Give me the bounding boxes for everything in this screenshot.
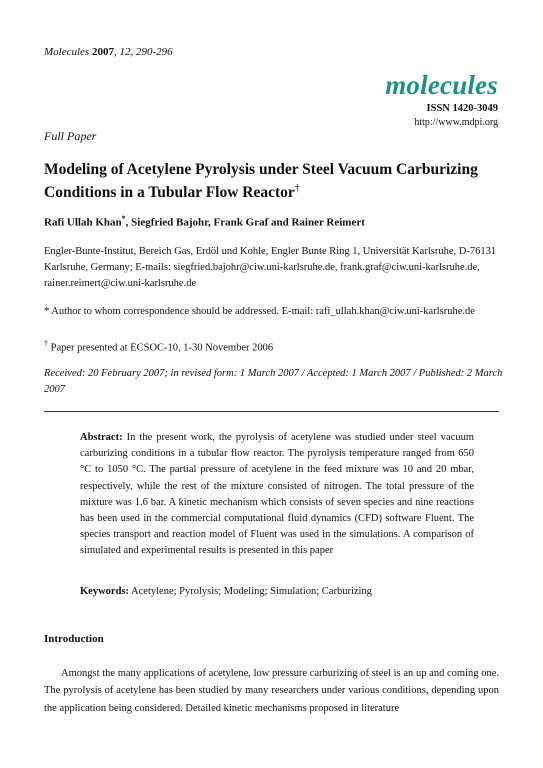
author-others: , Siegfried Bajohr, Frank Graf and Rainer Reimert: [125, 216, 365, 229]
presented-mark: †: [44, 339, 48, 348]
keywords-label: Keywords:: [80, 586, 129, 597]
author-corresponding-mark: *: [121, 214, 126, 223]
abstract-text: In the present work, the pyrolysis of acetylene was studied under steel vacuum carburizing conditions in a tubular flow reactor. The pyrolysis temperature ranged from 650 °C to 1050 °C. The partial pressure of acetylene in the feed mixture was 10 and 20 mbar, respectively, while the rest of the mixture consisted of nitrogen. The total pressure of the mixture was 1.6 bar. A kinetic mechanism which consists of seven species and nine reactions has been used in the commercial computational fluid dynamics (CFD) software Fluent. The species transport and reaction model of Fluent was used in the simulations. A comparison of simulated and experimental results is presented in this paper: [80, 432, 474, 557]
citation-year: 2007: [91, 46, 114, 58]
paper-title-text: Modeling of Acetylene Pyrolysis under Steel Vacuum Carburizing Conditions in a Tubular Flow Reactor: [44, 161, 478, 202]
authors: [44, 214, 365, 229]
presented-note: [44, 336, 273, 357]
journal-logo: molecules: [385, 70, 498, 100]
section-heading-introduction: Introduction: [44, 633, 104, 645]
journal-name: Molecules: [44, 46, 90, 58]
abstract: [80, 430, 474, 560]
presented-text: Paper presented at ECSOC-10, 1-30 November 2006: [48, 342, 274, 354]
paper-title-mark: †: [294, 183, 300, 194]
issn: ISSN 1420-3049: [426, 103, 498, 114]
journal-url[interactable]: http://www.mdpi.org: [414, 117, 498, 128]
citation-line: [44, 46, 173, 58]
author-corresponding: Rafi Ullah Khan: [44, 216, 122, 229]
abstract-label: Abstract:: [80, 432, 123, 443]
paper-type: Full Paper: [44, 129, 97, 143]
keywords: [80, 586, 474, 597]
affiliation: Engler-Bunte-Institut, Bereich Gas, Erdöl und Kohle, Engler Bunte Ring 1, Universität Karlsruhe, D-76131 Karlsruhe, Germany; E-mails: siegfried.bajohr@ciw.uni-karlsruhe.de, frank.graf@ciw.uni-karlsruhe.de, rainer.reimert@ciw.uni-karlsruhe.de: [44, 246, 497, 289]
keywords-text: Acetylene; Pyrolysis; Modeling; Simulation; Carburizing: [129, 586, 372, 597]
introduction-paragraph: Amongst the many applications of acetylene, low pressure carburizing of steel is an up and coming one. The pyrolysis of acetylene has been studied by many researchers under various conditions, depending upon the application being considered. Detailed kinetic mechanisms proposed in literature: [44, 668, 499, 714]
correspondence-note: * Author to whom correspondence should be addressed. E-mail: rafi_ullah.khan@ciw.uni-karlsruhe.de: [44, 306, 475, 317]
citation-volume-pages: , 12, 290-296: [113, 46, 173, 58]
publication-dates: Received: 20 February 2007; in revised form: 1 March 2007 / Accepted: 1 March 2007 / Published: 2 March 2007: [44, 368, 503, 395]
divider: [44, 411, 499, 412]
paper-title: [44, 160, 484, 202]
